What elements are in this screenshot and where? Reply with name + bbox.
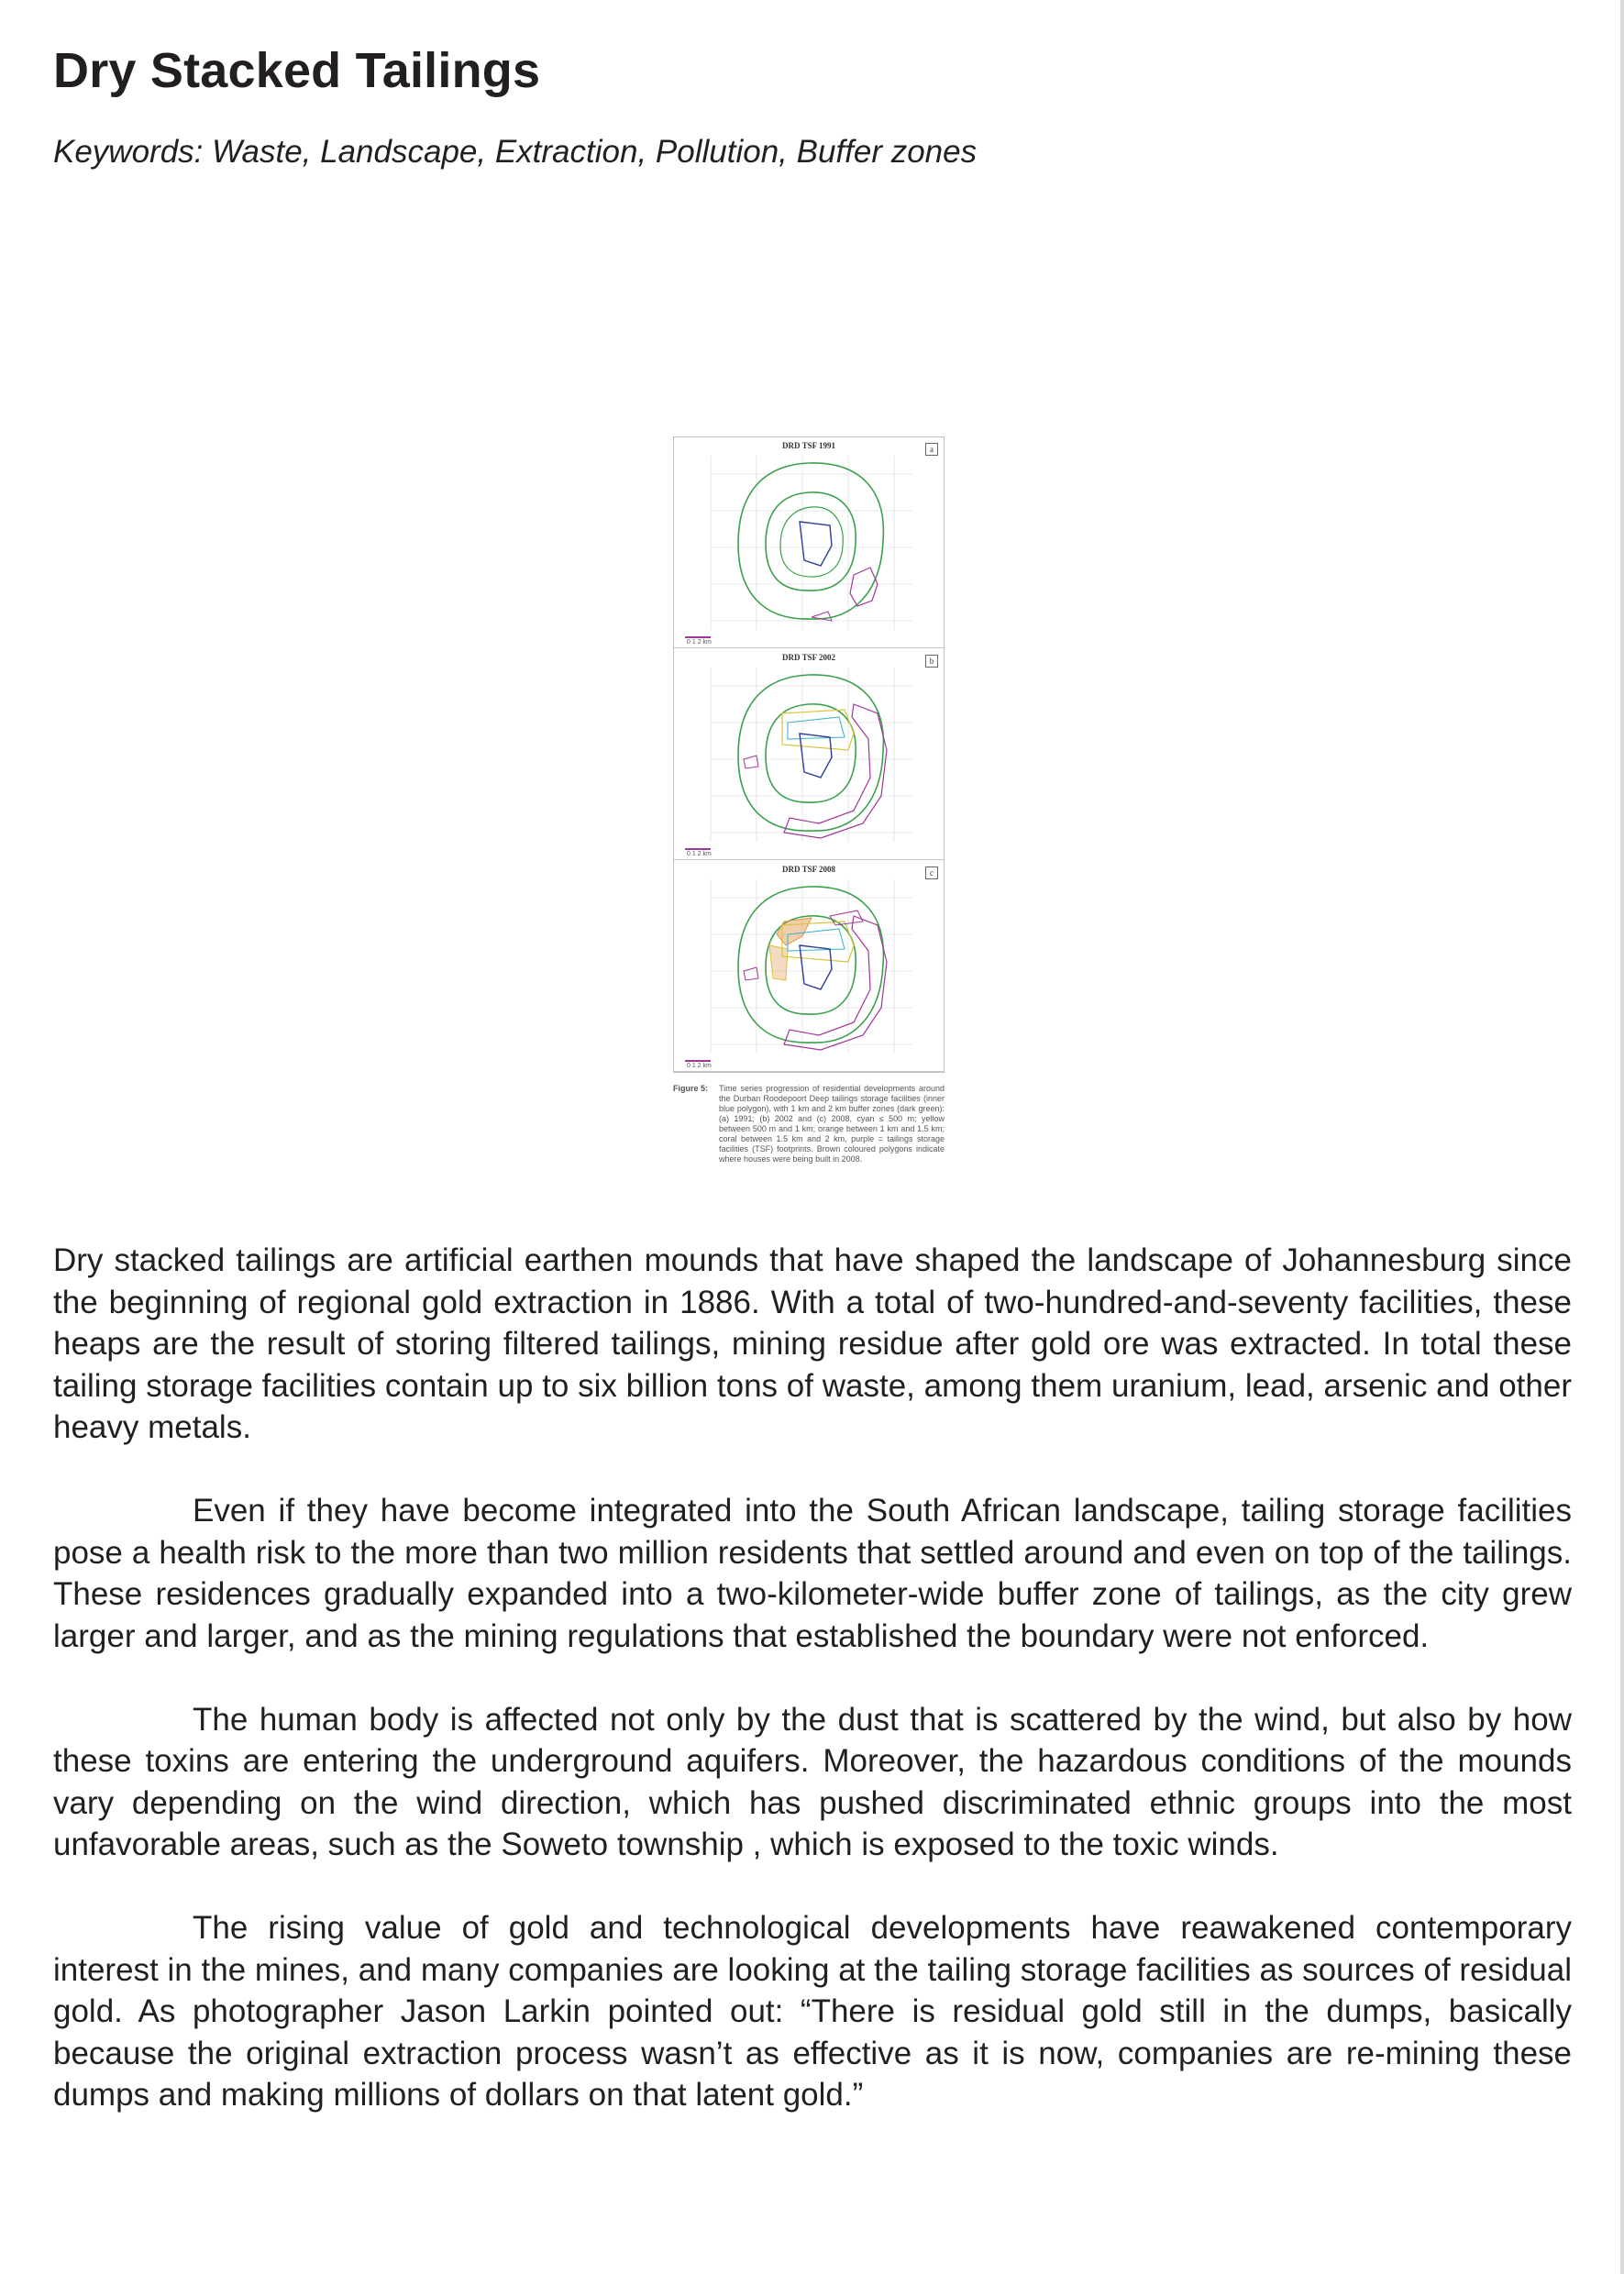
paragraph-1: Dry stacked tailings are artificial earthen mounds that have shaped the landscape of Johannesburg since the beginning of regional gold extraction in 1886. With a total of two-hundred-and-seventy facilities, these heaps are the result of storing filtered tailings, mining residue after gold ore was extracted. In total these tailing storage facilities contain up to six billion tons of waste, among them uranium, lead, arsenic and other heavy metals. — [53, 1242, 1572, 1445]
map-panel-b — [674, 649, 944, 860]
map-panel-b-letter: b — [925, 655, 938, 668]
page-title: Dry Stacked Tailings — [53, 43, 541, 98]
map-panel-a — [674, 437, 944, 648]
map-panel-a-scale: 0 1 2 km — [687, 639, 712, 646]
map-panel-a-letter: a — [925, 443, 938, 456]
map-panel-c — [674, 861, 944, 1072]
map-graphic-c — [674, 861, 944, 1072]
map-panel-b-title: DRD TSF 2002 — [781, 653, 835, 662]
figure-caption — [673, 1084, 945, 1165]
map-panel-c-scale: 0 1 2 km — [687, 1063, 712, 1069]
map-panel-c-letter: c — [925, 867, 938, 879]
body-text — [53, 1240, 1572, 2158]
keywords-line: Keywords: Waste, Landscape, Extraction, Pollution, Buffer zones — [53, 134, 978, 170]
figure-caption-text: Time series progression of residential developments around the Durban Roodepoort Deep tailings storage facilities (inner blue polygon), with 1 km and 2 km buffer zones (dark green): (a) 1991; (b) 2002 and (c) 2008, cyan ≤ 500 m; yellow between 500 m and 1 km; orange between 1 km and 1.5 km; coral between 1.5 km and 2 km, purple = tailings storage facilities (TSF) footprints. Brown coloured polygons indicate where houses were being built in 2008. — [719, 1084, 945, 1164]
paragraph-3: The human body is affected not only by the dust that is scattered by the wind, but also by how these toxins are entering the underground aquifers. Moreover, the hazardous conditions of the mounds vary depending on the wind direction, which has pushed discriminated ethnic groups into the most unfavorable areas, such as the Soweto township , which is exposed to the toxic winds. — [53, 1701, 1572, 1862]
map-panel-a-title: DRD TSF 1991 — [781, 441, 835, 450]
paragraph-2: Even if they have become integrated into the South African landscape, tailing storage facilities pose a health risk to the more than two million residents that settled around and even on top of the tailings. These residences gradually expanded into a two-kilometer-wide buffer zone of tailings, as the city grew larger and larger, and as the mining regulations that established the boundary were not enforced. — [53, 1493, 1572, 1654]
map-graphic-b — [674, 649, 944, 860]
map-panel-b-scale: 0 1 2 km — [687, 851, 712, 857]
map-graphic-a — [674, 437, 944, 648]
map-panel-stack — [673, 436, 945, 1073]
map-panel-c-title: DRD TSF 2008 — [781, 865, 835, 874]
paragraph-4: The rising value of gold and technological developments have reawakened contemporary interest in the mines, and many companies are looking at the tailing storage facilities as sources of residual gold. As photographer Jason Larkin pointed out: “There is residual gold still in the dumps, basically because the original extraction process wasn’t as effective as it is now, companies are re-mining these dumps and making millions of dollars on that latent gold.” — [53, 1910, 1572, 2113]
page-edge-rule — [1620, 0, 1624, 2274]
figure-caption-label: Figure 5: — [673, 1084, 709, 1093]
